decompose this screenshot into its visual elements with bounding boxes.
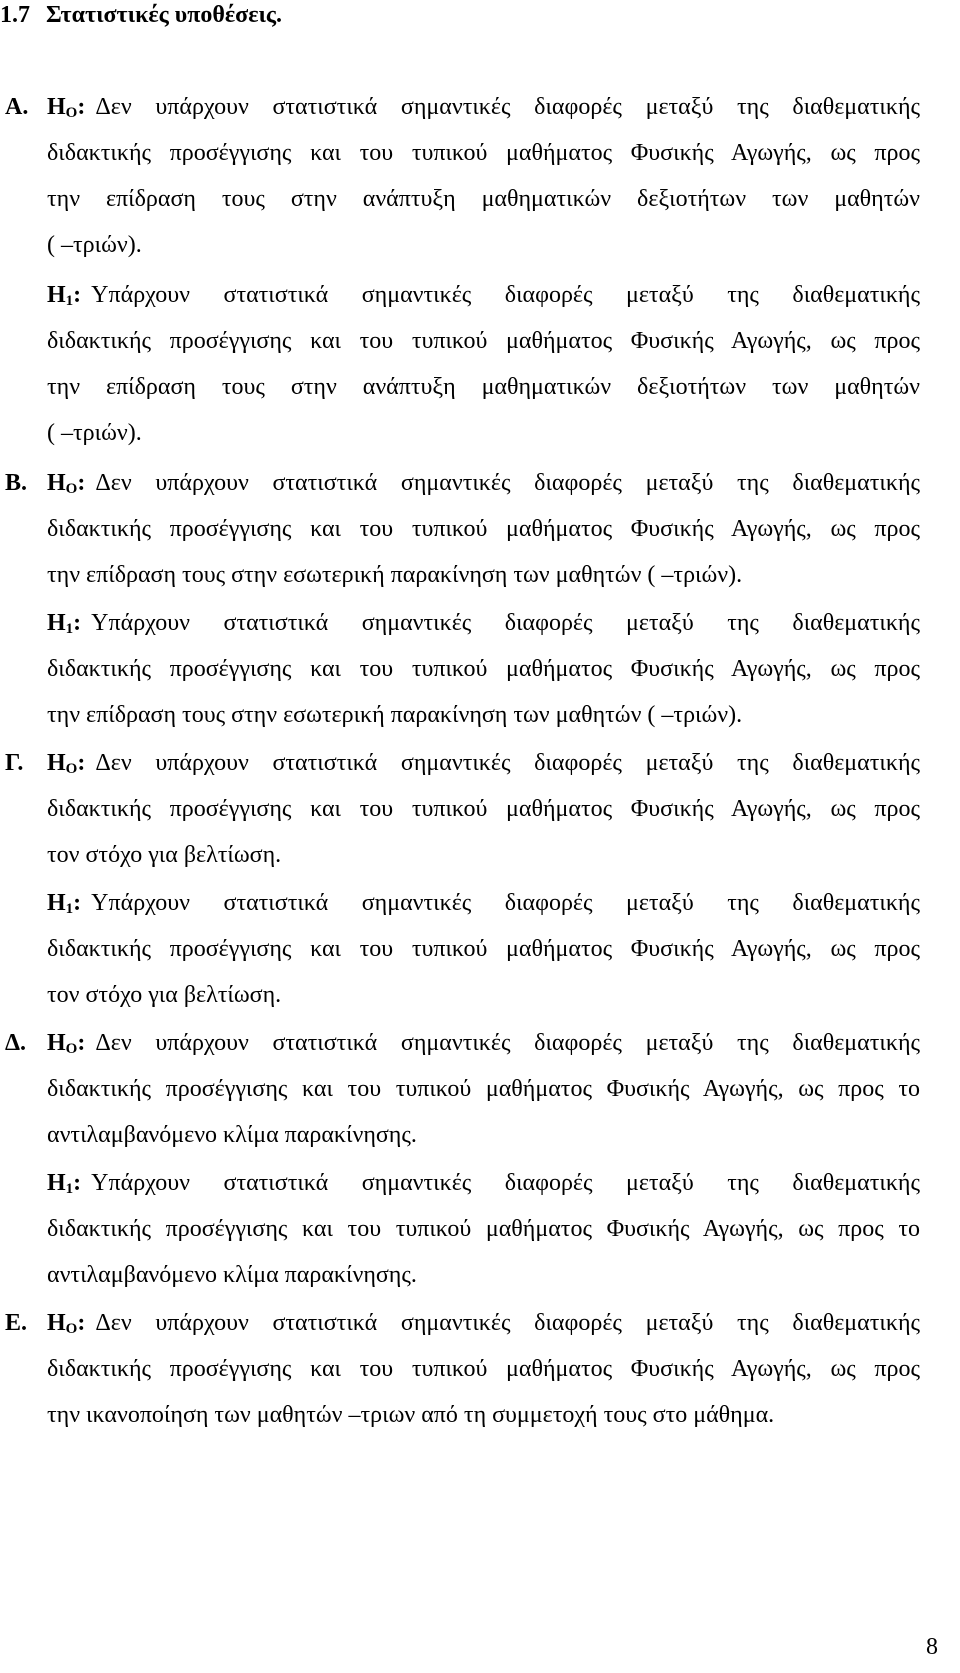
text-line: αντιλαμβανόμενο κλίμα παρακίνησης.	[47, 1122, 417, 1148]
text-line: τον στόχο για βελτίωση.	[47, 842, 282, 868]
text-line: διδακτικής προσέγγισης και του τυπικού μαθήματος Φυσικής Αγωγής, ως προς	[47, 516, 920, 542]
text-line: την ικανοποίηση των μαθητών –τριων από τη συμμετοχή τους στο μάθημα.	[47, 1402, 775, 1428]
null-hypothesis-label: $H_O$:	[47, 1310, 86, 1337]
text-line: την επίδραση τους στην εσωτερική παρακίνηση των μαθητών ( –τριών).	[47, 562, 743, 588]
text-line: την επίδραση τους στην ανάπτυξη μαθηματικών δεξιοτήτων των μαθητών	[47, 186, 920, 212]
alt-hypothesis-label: $H_1$:	[47, 890, 82, 917]
text-line: διδακτικής προσέγγισης και του τυπικού μαθήματος Φυσικής Αγωγής, ως προς	[47, 796, 920, 822]
hypothesis-marker: Γ.	[5, 750, 24, 776]
hypothesis-marker: Α.	[5, 94, 29, 120]
alt-hypothesis-label: $H_1$:	[47, 1170, 82, 1197]
hypothesis-marker: Β.	[5, 470, 28, 496]
hypothesis-b-h0: Β. $H_O$: Δεν υπάρχουν στατιστικά σημαντικές διαφορές μεταξύ της διαθεματικής διδακτικής προσέγγισης και του τυπικού μαθήματος Φυσικής Αγωγής, ως προς την επίδραση τους στην εσωτερική παρακίνηση των μαθητών ( –τριών).	[0, 460, 920, 598]
text-line: διδακτικής προσέγγισης και του τυπικού μαθήματος Φυσικής Αγωγής, ως προς	[47, 328, 920, 354]
text-line: ( –τριών).	[47, 420, 142, 446]
null-hypothesis-label: $H_O$:	[47, 750, 86, 777]
hypothesis-b-h1: $H_1$: Υπάρχουν στατιστικά σημαντικές διαφορές μεταξύ της διαθεματικής διδακτικής προσέγγισης και του τυπικού μαθήματος Φυσικής Αγωγής, ως προς την επίδραση τους στην εσωτερική παρακίνηση των μαθητών ( –τριών).	[0, 600, 920, 738]
text-line: διδακτικής προσέγγισης και του τυπικού μαθήματος Φυσικής Αγωγής, ως προς	[47, 656, 920, 682]
text-line: διδακτικής προσέγγισης και του τυπικού μαθήματος Φυσικής Αγωγής, ως προς	[47, 1356, 920, 1382]
hypothesis-d-h0: Δ. $H_O$: Δεν υπάρχουν στατιστικά σημαντικές διαφορές μεταξύ της διαθεματικής διδακτικής προσέγγισης και του τυπικού μαθήματος Φυσικής Αγωγής, ως προς το αντιλαμβανόμενο κλίμα παρακίνησης.	[0, 1020, 920, 1158]
text-line: τον στόχο για βελτίωση.	[47, 982, 282, 1008]
hypothesis-c-h1: $H_1$: Υπάρχουν στατιστικά σημαντικές διαφορές μεταξύ της διαθεματικής διδακτικής προσέγγισης και του τυπικού μαθήματος Φυσικής Αγωγής, ως προς τον στόχο για βελτίωση.	[0, 880, 920, 1018]
section-title: Στατιστικές υποθέσεις.	[46, 2, 283, 28]
text-line: την επίδραση τους στην ανάπτυξη μαθηματικών δεξιοτήτων των μαθητών	[47, 374, 920, 400]
text-line: διδακτικής προσέγγισης και του τυπικού μαθήματος Φυσικής Αγωγής, ως προς το	[47, 1076, 920, 1102]
text-line: διδακτικής προσέγγισης και του τυπικού μαθήματος Φυσικής Αγωγής, ως προς το	[47, 1216, 920, 1242]
null-hypothesis-label: $H_O$:	[47, 1030, 86, 1057]
hypothesis-d-h1: $H_1$: Υπάρχουν στατιστικά σημαντικές διαφορές μεταξύ της διαθεματικής διδακτικής προσέγγισης και του τυπικού μαθήματος Φυσικής Αγωγής, ως προς το αντιλαμβανόμενο κλίμα παρακίνησης.	[0, 1160, 920, 1298]
text-line: διδακτικής προσέγγισης και του τυπικού μαθήματος Φυσικής Αγωγής, ως προς	[47, 936, 920, 962]
hypothesis-marker: Ε.	[5, 1310, 28, 1336]
section-number: 1.7	[0, 2, 30, 28]
text-line: αντιλαμβανόμενο κλίμα παρακίνησης.	[47, 1262, 417, 1288]
alt-hypothesis-label: $H_1$:	[47, 610, 82, 637]
text-line: την επίδραση τους στην εσωτερική παρακίνηση των μαθητών ( –τριών).	[47, 702, 743, 728]
hypothesis-e-h0: Ε. $H_O$: Δεν υπάρχουν στατιστικά σημαντικές διαφορές μεταξύ της διαθεματικής διδακτικής προσέγγισης και του τυπικού μαθήματος Φυσικής Αγωγής, ως προς την ικανοποίηση των μαθητών –τριων από τη συμμετοχή τους στο μάθημα.	[0, 1300, 920, 1438]
hypothesis-a-h1: $H_1$: Υπάρχουν στατιστικά σημαντικές διαφορές μεταξύ της διαθεματικής διδακτικής προσέγγισης και του τυπικού μαθήματος Φυσικής Αγωγής, ως προς την επίδραση τους στην ανάπτυξη μαθηματικών δεξιοτήτων των μαθητών ( –τριών).	[0, 272, 920, 456]
alt-hypothesis-label: $H_1$:	[47, 282, 82, 309]
page-number: 8	[926, 1634, 938, 1660]
text-line: ( –τριών).	[47, 232, 142, 258]
null-hypothesis-label: $H_O$:	[47, 470, 86, 497]
text-line: διδακτικής προσέγγισης και του τυπικού μαθήματος Φυσικής Αγωγής, ως προς	[47, 140, 920, 166]
hypothesis-marker: Δ.	[5, 1030, 27, 1056]
hypothesis-c-h0: Γ. $H_O$: Δεν υπάρχουν στατιστικά σημαντικές διαφορές μεταξύ της διαθεματικής διδακτικής προσέγγισης και του τυπικού μαθήματος Φυσικής Αγωγής, ως προς τον στόχο για βελτίωση.	[0, 740, 920, 878]
hypothesis-a-h0: Α. $H_O$: Δεν υπάρχουν στατιστικά σημαντικές διαφορές μεταξύ της διαθεματικής διδακτικής προσέγγισης και του τυπικού μαθήματος Φυσικής Αγωγής, ως προς την επίδραση τους στην ανάπτυξη μαθηματικών δεξιοτήτων των μαθητών ( –τριών).	[0, 84, 920, 268]
section-heading	[0, 0, 282, 30]
null-hypothesis-label: $H_O$:	[47, 94, 86, 121]
